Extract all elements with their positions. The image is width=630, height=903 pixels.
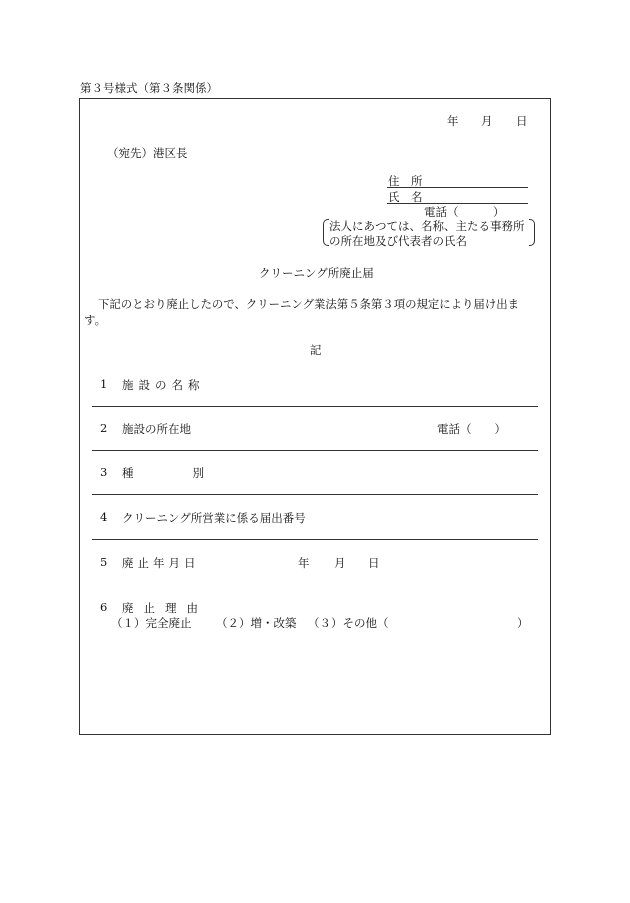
item-6-label: 廃止理由 [122,601,208,615]
date-month-label: 月 [481,114,493,128]
applicant-phone-label: 電話（ ） [424,205,505,219]
item-4-label: クリーニング所営業に係る届出番号 [122,511,306,525]
reason-option-3: （３）その他（ [308,616,389,630]
addressee: （宛先）港区長 [107,146,188,160]
date-day-label: 日 [516,114,528,128]
ki-heading: 記 [310,343,322,357]
corporate-note-line1: 法人にあつては、名称、主たる事務所 [329,219,525,233]
form-number: 第３号様式（第３条関係） [80,81,218,95]
item-3-number: 3 [100,465,108,479]
body-text-line2: す。 [84,313,107,327]
item-1-line [92,406,538,407]
item-5-year: 年 [298,556,310,570]
item-5-label: 廃止年月日 [122,556,200,570]
item-6-number: 6 [100,600,108,614]
item-2-line [92,450,538,451]
reason-option-2: （２）増・改築 [216,616,297,630]
item-5-number: 5 [100,555,108,569]
date-year-label: 年 [447,114,459,128]
reason-option-1: （１）完全廃止 [111,616,192,630]
form-frame [79,98,551,735]
item-5-month: 月 [334,556,346,570]
item-4-number: 4 [100,510,108,524]
item-3-line [92,494,538,495]
item-2-number: 2 [100,421,108,435]
right-bracket [529,219,535,246]
address-line [387,187,528,188]
reason-option-3-close: ） [517,616,529,630]
document-title: クリーニング所廃止届 [259,266,374,280]
item-1-number: 1 [100,377,108,391]
item-4-line [92,539,538,540]
address-label: 住 所 [388,174,423,188]
item-2-phone: 電話（ ） [437,422,506,436]
item-1-label: 施設の名称 [122,378,205,392]
body-text-line1: 下記のとおり廃止したので、クリーニング業法第５条第３項の規定により届け出ま [98,297,519,311]
corporate-note-line2: の所在地及び代表者の氏名 [329,234,467,248]
item-5-day: 日 [368,556,380,570]
item-3-label: 種別 [122,466,263,480]
name-label: 氏 名 [388,190,423,204]
item-2-label: 施設の所在地 [122,422,191,436]
